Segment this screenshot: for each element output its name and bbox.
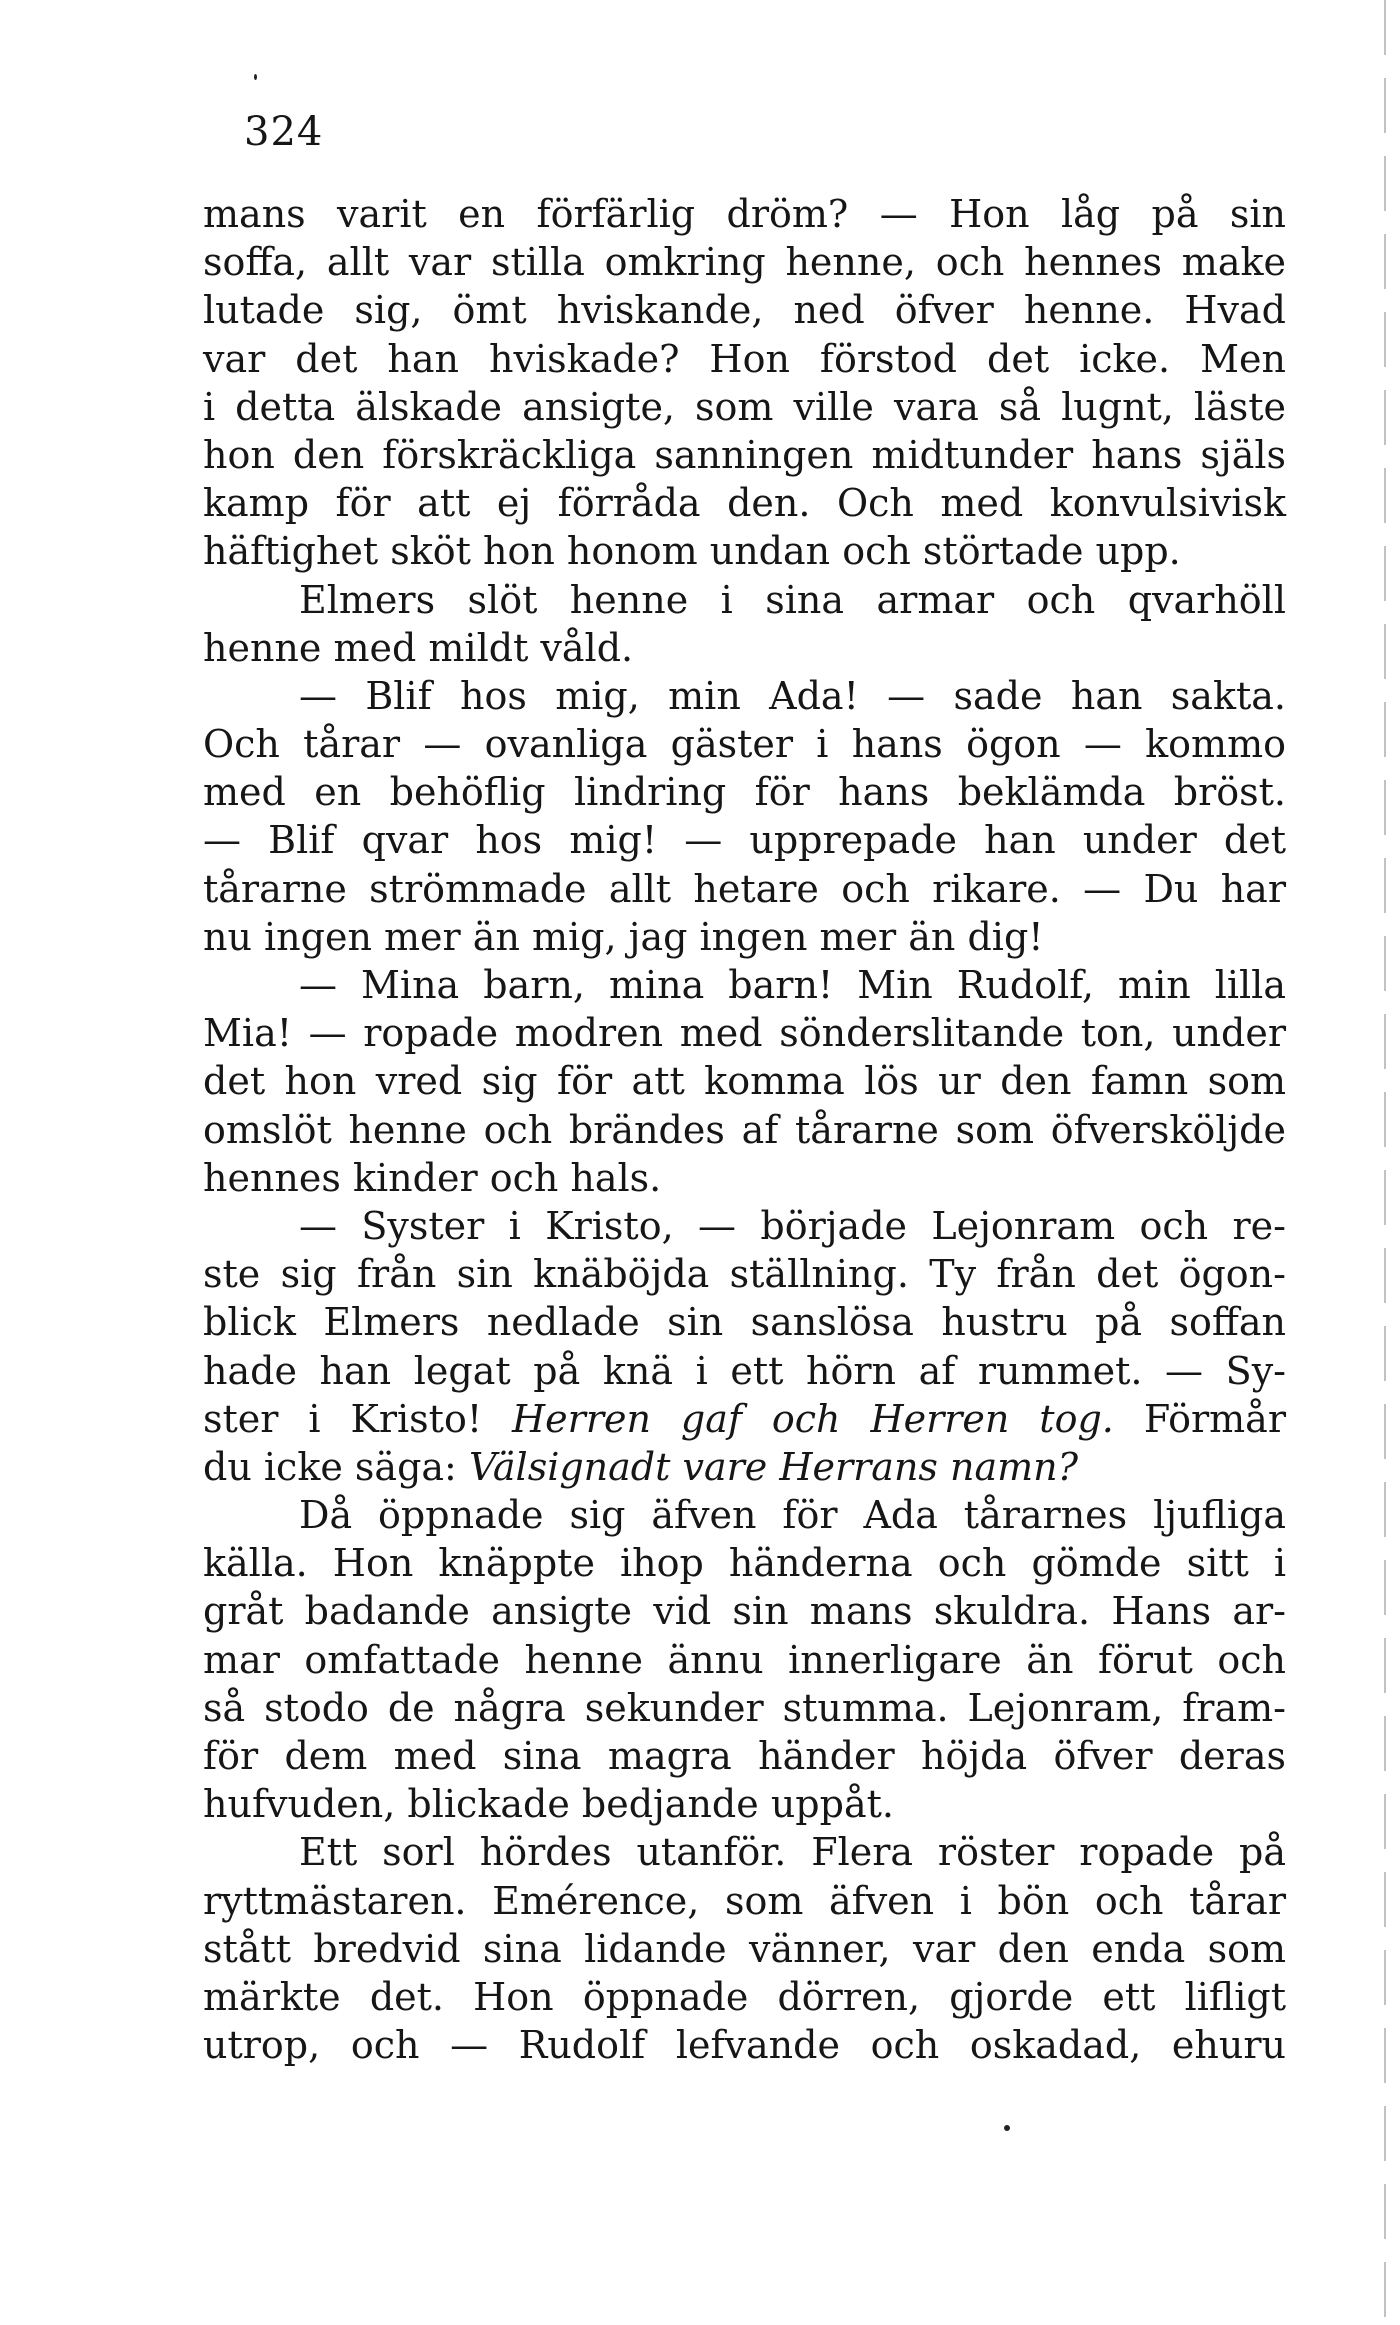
text-line xyxy=(203,190,1286,238)
text-segment: du icke säga: xyxy=(203,1444,469,1489)
italic-text: Välsignadt vare Herrans namn? xyxy=(468,1444,1079,1489)
text-segment: soffa, allt var stilla omkring henne, och hennes make xyxy=(203,240,1286,285)
text-line xyxy=(203,1539,1286,1587)
text-segment: ryttmästaren. Emérence, som äfven i bön och tårar xyxy=(203,1878,1286,1923)
text-segment: Och tårar — ovanliga gäster i hans ögon — kommo xyxy=(203,722,1286,767)
text-line xyxy=(203,1636,1286,1684)
text-line xyxy=(203,1057,1286,1105)
text-segment: gråt badande ansigte vid sin mans skuldra. Hans ar- xyxy=(203,1589,1286,1634)
text-segment: häftighet sköt hon honom undan och störtade upp. xyxy=(203,529,1181,574)
text-line xyxy=(203,1250,1286,1298)
text-line xyxy=(203,1347,1286,1395)
text-segment: omslöt henne och brändes af tårarne som öfversköljde xyxy=(203,1107,1286,1152)
text-segment: Då öppnade sig äfven för Ada tårarnes ljufliga xyxy=(299,1493,1286,1538)
text-segment: för dem med sina magra händer höjda öfver deras xyxy=(203,1734,1286,1778)
body-text xyxy=(203,190,1286,2069)
italic-text: Herren gaf och Herren tog. xyxy=(512,1396,1114,1441)
text-segment: tårarne strömmade allt hetare och rikare. — Du har xyxy=(203,866,1286,911)
text-segment: Elmers slöt henne i sina armar och qvarhöll xyxy=(299,577,1286,622)
text-segment: mar omfattade henne ännu innerligare än förut och xyxy=(203,1637,1286,1682)
text-line xyxy=(203,1925,1286,1973)
text-segment: lutade sig, ömt hviskande, ned öfver henne. Hvad xyxy=(203,288,1286,333)
text-segment: källa. Hon knäppte ihop händerna och gömde sitt i xyxy=(203,1541,1286,1586)
text-line xyxy=(203,1732,1286,1780)
text-line xyxy=(203,961,1286,1009)
text-segment: ster i Kristo! xyxy=(203,1396,513,1441)
text-segment: det hon vred sig för att komma lös ur den famn som xyxy=(203,1059,1286,1104)
text-segment: hufvuden, blickade bedjande uppåt. xyxy=(203,1782,894,1827)
text-line xyxy=(203,2021,1286,2069)
text-segment: hennes kinder och hals. xyxy=(203,1155,662,1200)
text-segment: märkte det. Hon öppnade dörren, gjorde ett lifligt xyxy=(203,1974,1286,2019)
text-segment: — Blif qvar hos mig! — upprepade han under det xyxy=(203,818,1286,863)
text-line xyxy=(203,479,1286,527)
text-segment: — Mina barn, mina barn! Min Rudolf, min lilla xyxy=(299,963,1286,1007)
text-line xyxy=(203,431,1286,479)
text-segment: nu ingen mer än mig, jag ingen mer än dig! xyxy=(203,914,1044,959)
text-line xyxy=(203,1106,1286,1154)
text-segment: var det han hviskade? Hon förstod det icke. Men xyxy=(203,336,1286,381)
text-line xyxy=(203,383,1286,431)
text-segment: hon den förskräckliga sanningen midtunder hans själs xyxy=(203,432,1286,477)
text-line xyxy=(203,865,1286,913)
text-segment: Ett sorl hördes utanför. Flera röster ropade på xyxy=(299,1830,1286,1875)
text-line xyxy=(203,624,1286,672)
text-segment: stått bredvid sina lidande vänner, var den enda som xyxy=(203,1926,1286,1971)
text-line xyxy=(203,527,1286,575)
text-line xyxy=(203,768,1286,816)
print-speck xyxy=(1004,2125,1010,2131)
text-segment: mans varit en förfärlig dröm? — Hon låg på sin xyxy=(203,192,1286,236)
text-segment: henne med mildt våld. xyxy=(203,625,634,670)
text-line xyxy=(203,335,1286,383)
text-segment: hade han legat på knä i ett hörn af rummet. — Sy- xyxy=(203,1348,1286,1393)
text-line xyxy=(203,1202,1286,1250)
text-line xyxy=(203,913,1286,961)
text-segment: — Syster i Kristo, — började Lejonram och re- xyxy=(299,1203,1286,1248)
text-segment: så stodo de några sekunder stumma. Lejonram, fram- xyxy=(203,1685,1286,1730)
text-line xyxy=(203,1684,1286,1732)
text-segment: ste sig från sin knäböjda ställning. Ty från det ögon- xyxy=(203,1252,1286,1297)
text-segment: Mia! — ropade modren med sönderslitande ton, under xyxy=(203,1011,1286,1056)
text-segment: Förmår xyxy=(1113,1396,1286,1441)
text-segment: blick Elmers nedlade sin sanslösa hustru på soffan xyxy=(203,1300,1286,1345)
text-segment: utrop, och — Rudolf lefvande och oskadad, ehuru xyxy=(203,2023,1286,2068)
page-edge-shadow xyxy=(1384,0,1386,2325)
text-line xyxy=(203,1877,1286,1925)
text-segment: — Blif hos mig, min Ada! — sade han sakta. xyxy=(299,673,1286,718)
print-speck xyxy=(254,74,257,80)
text-segment: med en behöflig lindring för hans beklämda bröst. xyxy=(203,770,1286,815)
text-line xyxy=(203,238,1286,286)
text-line xyxy=(203,1491,1286,1539)
text-line xyxy=(203,576,1286,624)
text-line xyxy=(203,1154,1286,1202)
text-line xyxy=(203,1973,1286,2021)
text-line xyxy=(203,672,1286,720)
text-line xyxy=(203,816,1286,864)
text-line xyxy=(203,286,1286,334)
text-line xyxy=(203,1298,1286,1346)
text-line xyxy=(203,1828,1286,1876)
text-line xyxy=(203,1587,1286,1635)
text-line xyxy=(203,1009,1286,1057)
page-number: 324 xyxy=(244,109,324,155)
text-line xyxy=(203,720,1286,768)
text-line xyxy=(203,1395,1286,1443)
text-line xyxy=(203,1780,1286,1828)
text-segment: i detta älskade ansigte, som ville vara så lugnt, läste xyxy=(203,384,1286,429)
text-line xyxy=(203,1443,1286,1491)
text-segment: kamp för att ej förråda den. Och med konvulsivisk xyxy=(203,481,1286,526)
